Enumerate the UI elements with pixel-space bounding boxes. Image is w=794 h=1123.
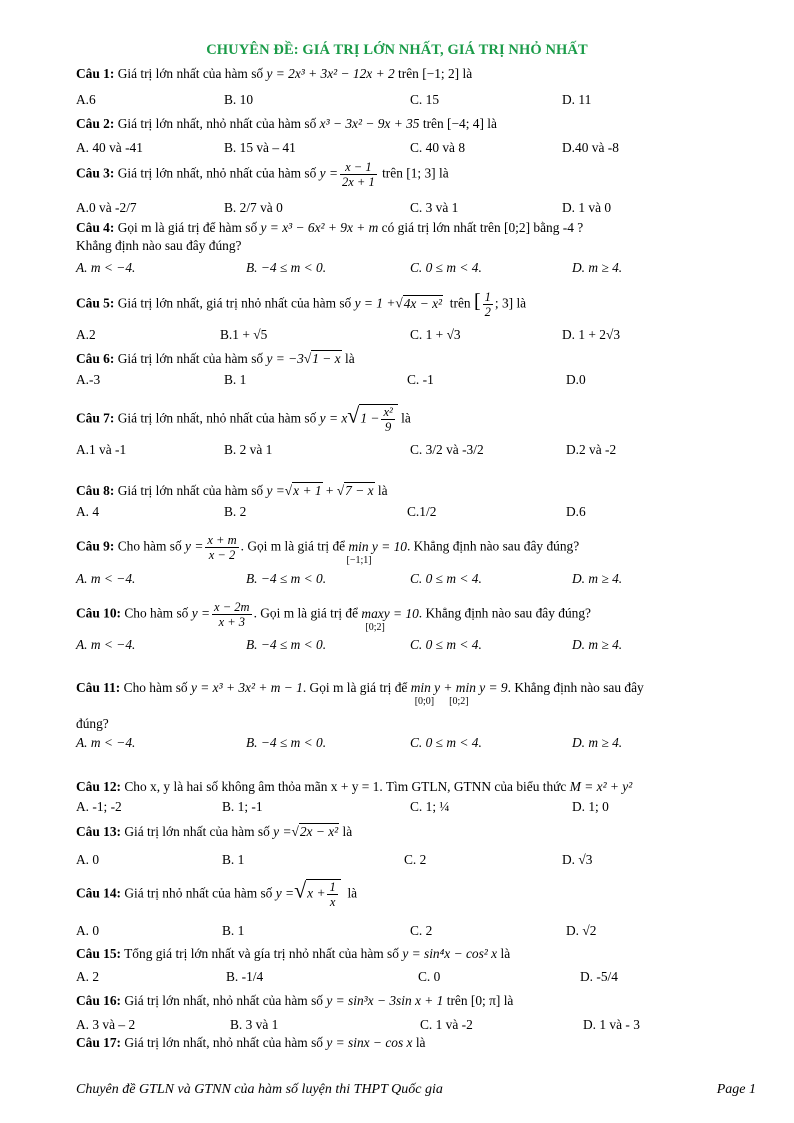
option-a: A. 4	[76, 504, 100, 519]
option-a: A.-3	[76, 372, 101, 387]
option-d: D. √2	[566, 923, 597, 938]
option-a: A. 40 và -41	[76, 140, 143, 155]
option-d: D. -5/4	[580, 969, 618, 984]
option-c: C. 1 và -2	[420, 1017, 473, 1032]
option-b: B. −4 ≤ m < 0.	[246, 637, 327, 652]
question-6: Câu 6: Giá trị lớn nhất của hàm số y = −3√1 − x là	[76, 351, 355, 366]
option-d: D. √3	[562, 852, 593, 867]
question-14: Câu 14: Giá trị nhỏ nhất của hàm số y =√x + $\frac{1}{x}$ là	[76, 877, 358, 909]
option-b: B. -1/4	[226, 969, 264, 984]
option-c: C. 2	[410, 923, 433, 938]
question-8: Câu 8: Giá trị lớn nhất của hàm số y =√x + 1 + √7 − x là	[76, 483, 388, 498]
option-d: D. m ≥ 4.	[572, 735, 623, 750]
option-b: B. 2/7 và 0	[224, 200, 283, 215]
option-a: A. 0	[76, 923, 100, 938]
option-b: B. 15 và – 41	[224, 140, 296, 155]
option-c: C. 40 và 8	[410, 140, 466, 155]
math-expression: y = 2x³ + 3x² − 12x + 2	[266, 66, 395, 81]
option-d: D.0	[566, 372, 586, 387]
option-c: C. 15	[410, 92, 440, 107]
option-a: A. m < −4.	[76, 260, 136, 275]
option-c: C. 2	[404, 852, 427, 867]
option-d: D.2 và -2	[566, 442, 617, 457]
option-b: B. 1	[222, 923, 245, 938]
option-a: A. 0	[76, 852, 100, 867]
option-c: C. -1	[407, 372, 434, 387]
option-a: A. 3 và – 2	[76, 1017, 136, 1032]
option-d: D. m ≥ 4.	[572, 571, 623, 586]
option-d: D. 1 + 2√3	[562, 327, 621, 342]
question-2: Câu 2: Giá trị lớn nhất, nhỏ nhất của hàm số x³ − 3x² − 9x + 35 trên [−4; 4] là	[76, 116, 497, 131]
option-d: D. m ≥ 4.	[572, 637, 623, 652]
max-expression: maxy = 10 [0;2]	[361, 605, 419, 633]
option-c: C. 3 và 1	[410, 200, 459, 215]
question-13: Câu 13: Giá trị lớn nhất của hàm số y =√2x − x² là	[76, 824, 353, 839]
option-a: A.1 và -1	[76, 442, 127, 457]
option-c: C. 0 ≤ m < 4.	[410, 571, 482, 586]
question-16: Câu 16: Giá trị lớn nhất, nhỏ nhất của hàm số y = sin³x − 3sin x + 1 trên [0; π] là	[76, 993, 514, 1008]
option-a: A. m < −4.	[76, 571, 136, 586]
option-d: D.40 và -8	[562, 140, 619, 155]
option-b: B. −4 ≤ m < 0.	[246, 260, 327, 275]
option-b: B. 2 và 1	[224, 442, 273, 457]
question-15: Câu 15: Tổng giá trị lớn nhất và gía trị nhỏ nhất của hàm số y = sin⁴x − cos² x là	[76, 946, 511, 961]
question-10: Câu 10: Cho hàm số y = $\frac{x - 2m}{x + 3}$ . Gọi m là giá trị để maxy = 10 [0;2] . Khẳng định nào sau đây đúng?	[76, 600, 591, 633]
question-9: Câu 9: Cho hàm số y = $\frac{x + m}{x - 2}$ . Gọi m là giá trị để min y = 10 [−1;1] . Khẳng định nào sau đây đúng?	[76, 533, 580, 566]
option-a: A. m < −4.	[76, 637, 136, 652]
page-title: CHUYÊN ĐỀ: GIÁ TRỊ LỚN NHẤT, GIÁ TRỊ NHỎ NHẤT	[206, 42, 588, 58]
min-expression: min y + min y = 9 [0;0] [0;2]	[410, 680, 508, 707]
option-c: C. 1; ¼	[410, 799, 450, 814]
option-a: A.0 và -2/7	[76, 200, 137, 215]
question-label: Câu 1:	[76, 66, 115, 81]
option-b: B. 1	[224, 372, 247, 387]
question-7: Câu 7: Giá trị lớn nhất, nhỏ nhất của hàm số y = x√1 − $\frac{\text{x²}}{9}$ là	[76, 402, 411, 434]
option-d: D. 1; 0	[572, 799, 609, 814]
question-17: Câu 17: Giá trị lớn nhất, nhỏ nhất của hàm số y = sinx − cos x là	[76, 1035, 426, 1050]
option-b: B. 2	[224, 504, 247, 519]
question-11: Câu 11: Cho hàm số y = x³ + 3x² + m − 1. Gọi m là giá trị để min y + min y = 9 [0;0] [0;2] . Khẳng định nào sau đây	[76, 680, 644, 707]
option-b: B. 1; -1	[222, 799, 263, 814]
question-11-line2: đúng?	[76, 716, 109, 731]
option-b: B. 3 và 1	[230, 1017, 279, 1032]
option-d: D. 11	[562, 92, 592, 107]
option-b: B.1 + √5	[220, 327, 268, 342]
min-expression: min y = 10 [−1;1]	[346, 538, 407, 566]
option-d: D. 1 và 0	[562, 200, 612, 215]
option-b: B. 10	[224, 92, 254, 107]
option-b: B. 1	[222, 852, 245, 867]
fraction: $\frac{x - 1}{2x + 1}$	[341, 160, 375, 189]
option-a: A. 2	[76, 969, 100, 984]
option-d: D. m ≥ 4.	[572, 260, 623, 275]
option-c: C.1/2	[407, 504, 437, 519]
question-1: Câu 1: Giá trị lớn nhất của hàm số y = 2x³ + 3x² − 12x + 2 trên [−1; 2] là	[76, 66, 473, 81]
option-b: B. −4 ≤ m < 0.	[246, 735, 327, 750]
page-footer	[76, 1082, 756, 1098]
option-a: A. -1; -2	[76, 799, 122, 814]
option-c: C. 0 ≤ m < 4.	[410, 637, 482, 652]
question-4: Câu 4: Gọi m là giá trị để hàm số y = x³ − 6x² + 9x + m có giá trị lớn nhất trên [0;2] bằng -4 ?	[76, 220, 584, 235]
option-c: C. 1 + √3	[410, 327, 461, 342]
option-d: D.6	[566, 504, 586, 519]
question-3: Câu 3: Giá trị lớn nhất, nhỏ nhất của hàm số y = $\frac{x - 1}{2x + 1}$ trên [1; 3] là	[76, 160, 449, 189]
option-c: C. 0 ≤ m < 4.	[410, 260, 482, 275]
option-a: A. m < −4.	[76, 735, 136, 750]
option-c: C. 0	[418, 969, 441, 984]
option-a: A.6	[76, 92, 96, 107]
option-a: A.2	[76, 327, 96, 342]
page-number: Page 1	[716, 1082, 756, 1097]
option-c: C. 3/2 và -3/2	[410, 442, 484, 457]
question-12: Câu 12: Cho x, y là hai số không âm thỏa mãn x + y = 1. Tìm GTLN, GTNN của biểu thức M = x² + y²	[76, 779, 633, 794]
footer-title: Chuyên đề GTLN và GTNN của hàm số luyện thi THPT Quốc gia	[76, 1082, 443, 1097]
option-c: C. 0 ≤ m < 4.	[410, 735, 482, 750]
option-d: D. 1 và - 3	[583, 1017, 640, 1032]
bracket: [	[473, 290, 481, 313]
option-b: B. −4 ≤ m < 0.	[246, 571, 327, 586]
question-5: Câu 5: Giá trị lớn nhất, giá trị nhỏ nhất của hàm số y = 1 +√4x − x² trên [ $\frac{1}{2}$ ; 3] là	[76, 290, 527, 319]
sqrt-symbol: √	[395, 295, 403, 311]
question-4-line2: Khẳng định nào sau đây đúng?	[76, 238, 242, 253]
